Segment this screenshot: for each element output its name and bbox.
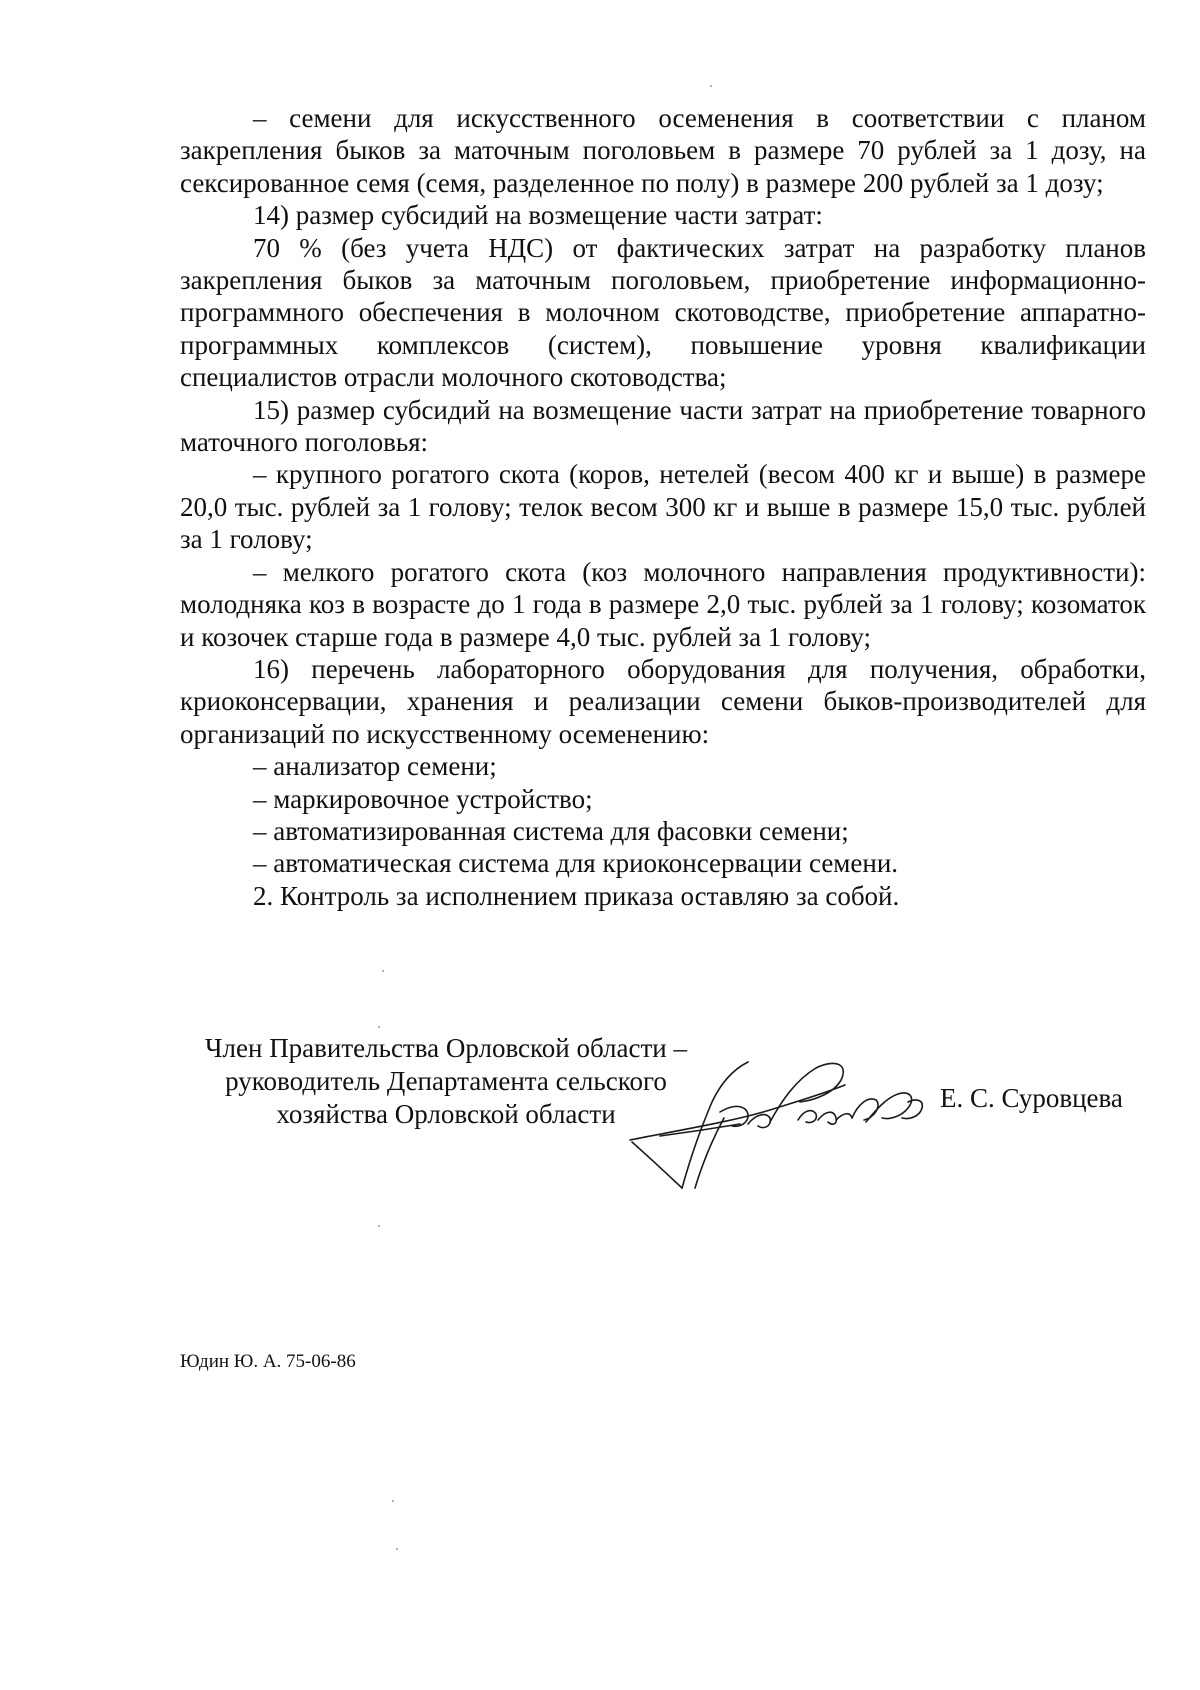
handwritten-signature-icon [620, 1040, 940, 1190]
paragraph-item-14: 14) размер субсидий на возмещение части затрат: [253, 200, 823, 231]
paragraph-item-16: 16) перечень лабораторного оборудования для получения, обработки, криоконсервации, хранения и реализации семени быков-производителей для организаций по искусственному осеменению: [180, 653, 1146, 749]
scan-speck [382, 970, 384, 972]
paragraph-semen-subsidy: – семени для искусственного осеменения в соответствии с планом закрепления быков за маточным поголовьем в размере 70 рублей за 1 дозу, на сексированное семя (семя, разделенное по полу) в размере 200 рублей за 1 дозу; [180, 103, 1146, 198]
document-body [180, 102, 1146, 912]
list-item-packaging-system: – автоматизированная система для фасовки семени; [253, 815, 849, 846]
scan-speck [396, 1548, 398, 1550]
paragraph-goats: – мелкого рогатого скота (коз молочного направления продуктивности): молодняка коз в возрасте до 1 года в размере 2,0 тыс. рублей за 1 голову; козоматок и козочек старше года в размере 4,0 тыс. рублей за 1 голову; [180, 556, 1146, 652]
contact-person: Юдин Ю. А. 75-06-86 [180, 1351, 356, 1372]
paragraph-control-clause: 2. Контроль за исполнением приказа оставляю за собой. [253, 880, 900, 911]
position-line-3: хозяйства Орловской области [276, 1099, 616, 1129]
list-item-marking-device: – маркировочное устройство; [253, 783, 593, 814]
scan-speck [378, 1026, 380, 1028]
scan-speck [710, 85, 712, 87]
scan-speck [392, 1500, 394, 1502]
paragraph-70-percent: 70 % (без учета НДС) от фактических затрат на разработку планов закрепления быков за маточным поголовьем, приобретение информационно-программного обеспечения в молочном скотоводстве, приобретение аппаратно-программных комплексов (систем), повышение уровня квалификации специалистов отрасли молочного скотоводства; [180, 232, 1146, 393]
paragraph-cattle: – крупного рогатого скота (коров, нетелей (весом 400 кг и выше) в размере 20,0 тыс. рублей за 1 голову; телок весом 300 кг и выше в размере 15,0 тыс. рублей за 1 голову; [180, 459, 1146, 555]
position-line-2: руководитель Департамента сельского [225, 1066, 667, 1096]
list-item-cryo-system: – автоматическая система для криоконсервации семени. [253, 848, 899, 879]
paragraph-item-15: 15) размер субсидий на возмещение части затрат на приобретение товарного маточного поголовья: [180, 394, 1146, 458]
scan-speck [378, 1225, 380, 1227]
signer-name: Е. С. Суровцева [940, 1083, 1123, 1113]
position-line-1: Член Правительства Орловской области – [204, 1033, 687, 1063]
list-item-semen-analyzer: – анализатор семени; [253, 751, 497, 782]
